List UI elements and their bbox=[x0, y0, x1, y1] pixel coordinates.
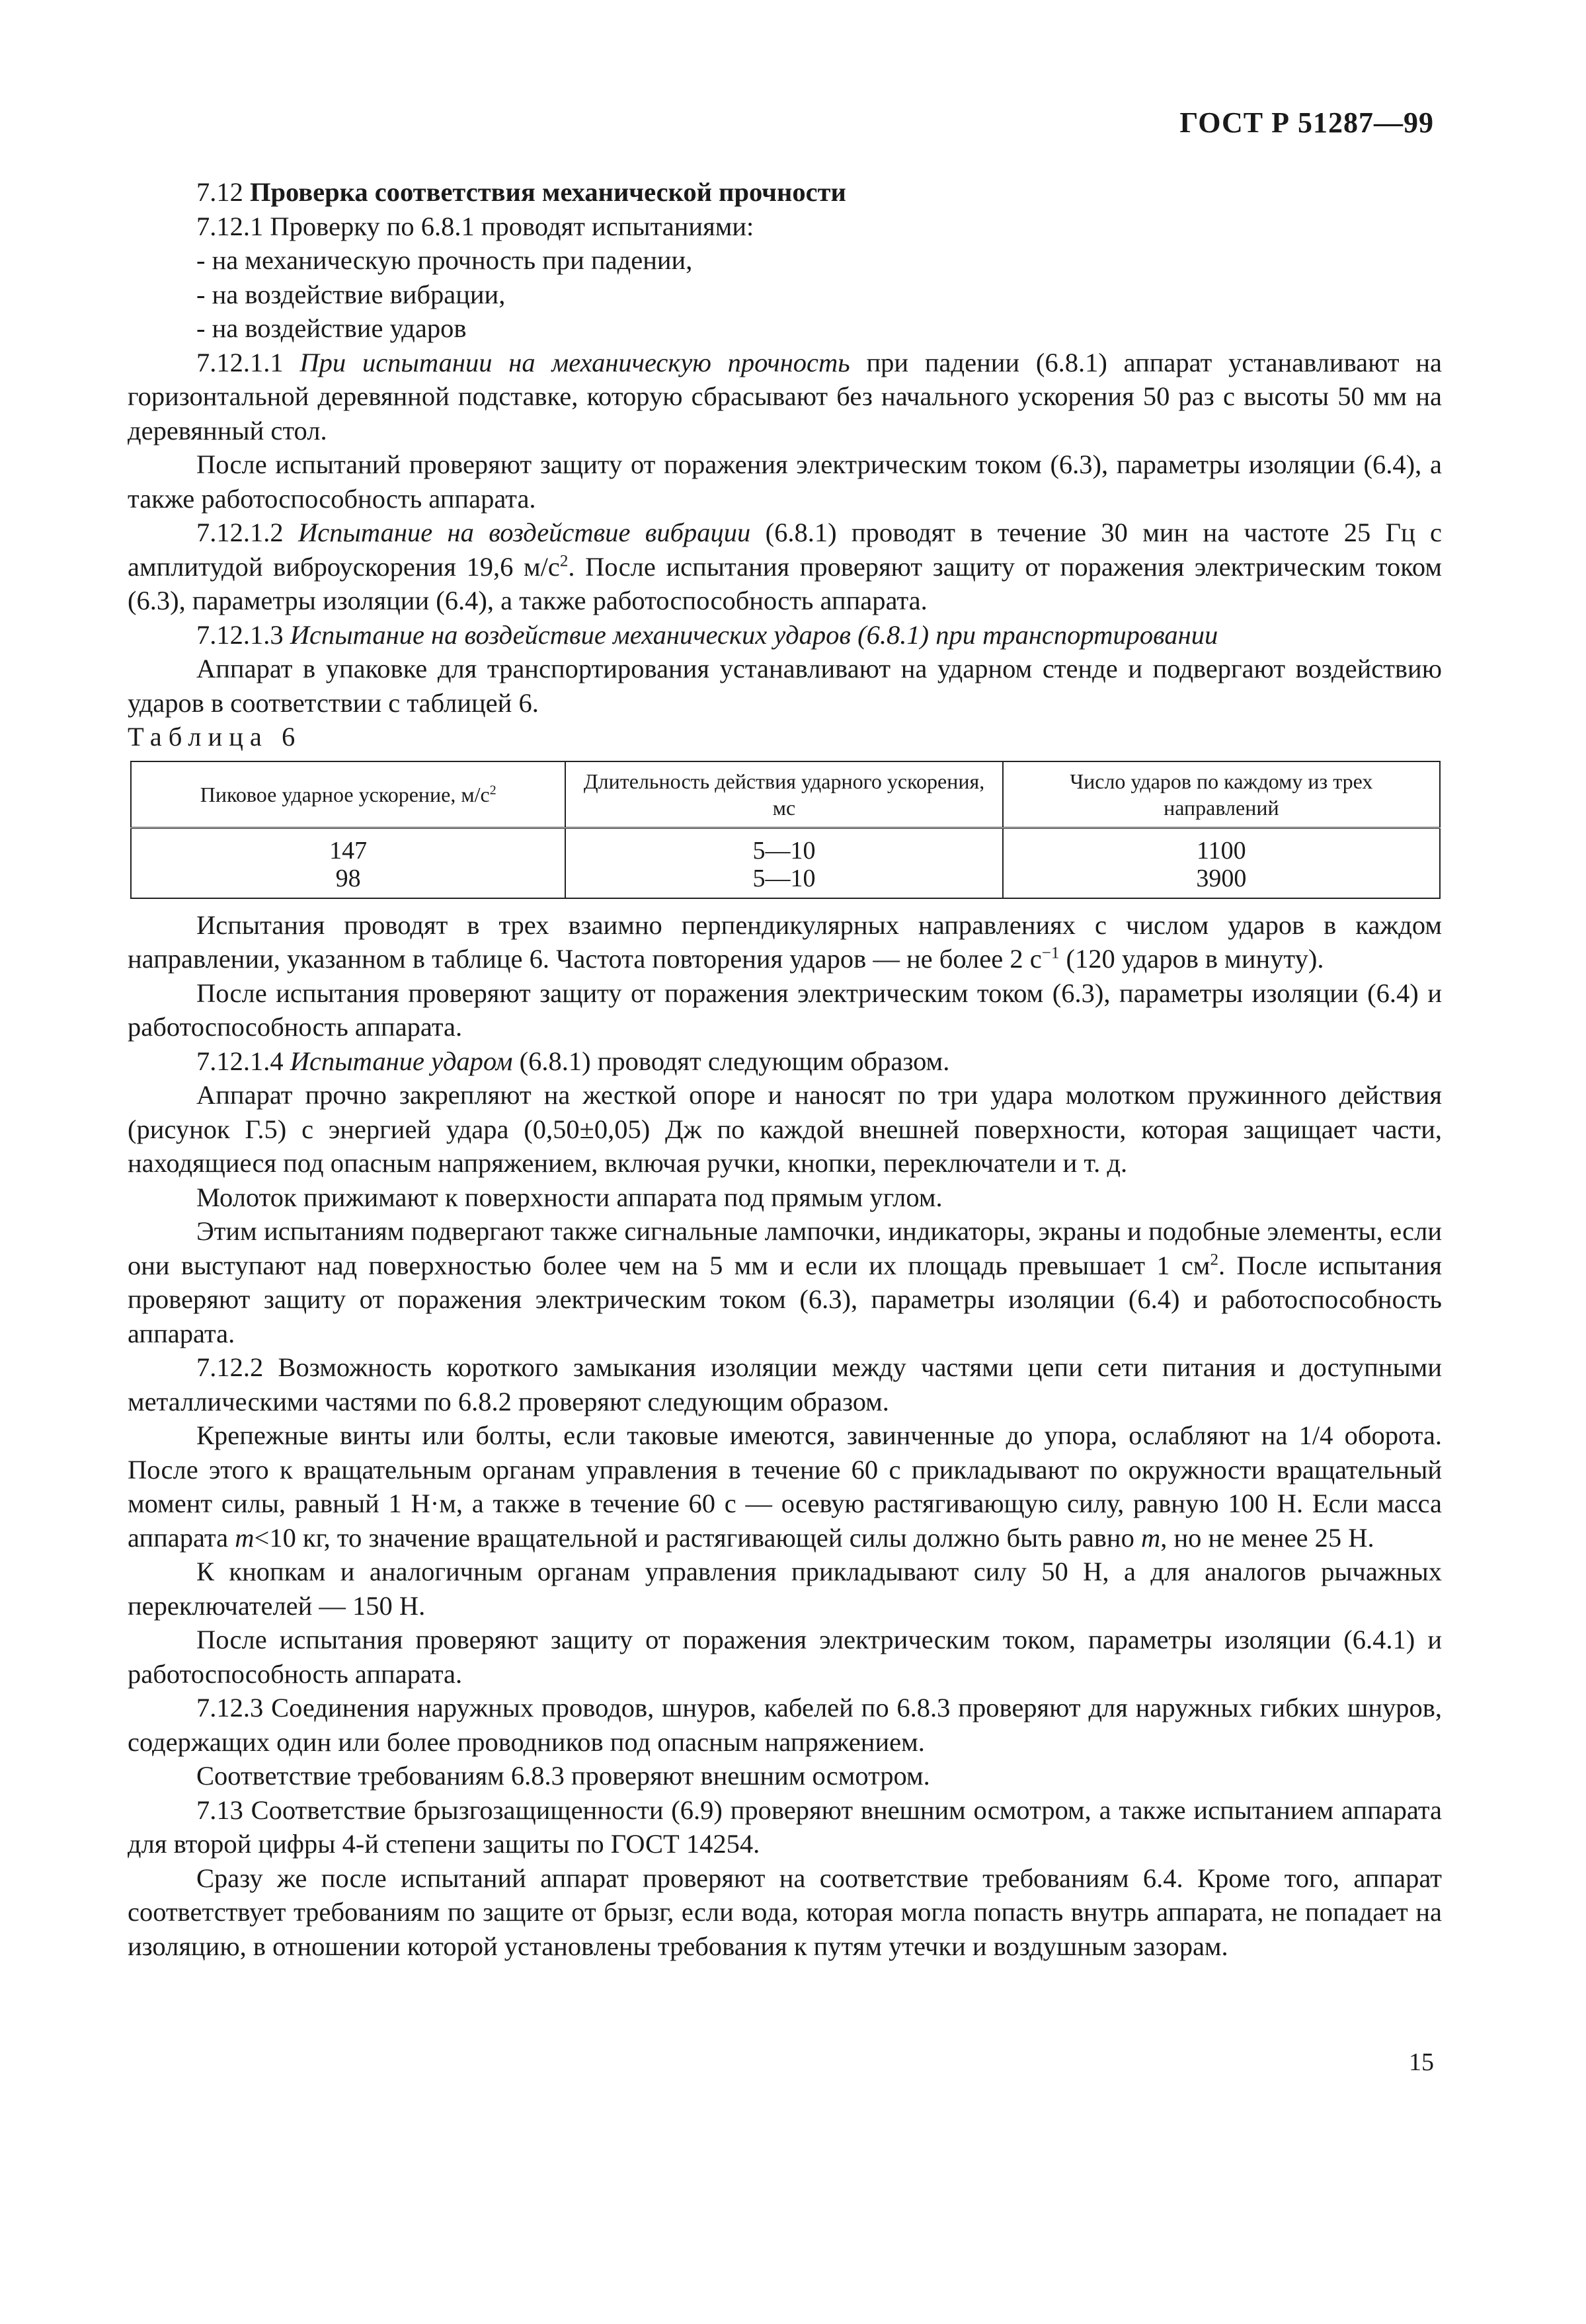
clause-number: 7.12.1.1 bbox=[196, 347, 300, 377]
table-cell: 3900 bbox=[1003, 865, 1440, 898]
table-cell: 98 bbox=[131, 865, 565, 898]
paragraph-lamps bbox=[128, 1214, 1442, 1350]
table-cell: 5—10 bbox=[565, 865, 1002, 898]
clause-title: При испытании на механическую прочность bbox=[299, 347, 850, 377]
superscript: 2 bbox=[559, 552, 569, 570]
table-header-cell: Длительность действия ударного ускорения, мс bbox=[565, 761, 1002, 828]
table-cell: 1100 bbox=[1003, 828, 1440, 865]
table-header-row bbox=[131, 761, 1440, 828]
table-header-cell: Число ударов по каждому из трех направлений bbox=[1003, 761, 1440, 828]
clause-number: 7.12.1.4 bbox=[196, 1046, 290, 1076]
clause-text: (6.8.1) проводят в течение 30 мин на частоте 25 Гц с амплитудой виброускорения 19,6 м/с bbox=[128, 518, 1442, 582]
paragraph-text: , но не менее 25 Н. bbox=[1160, 1522, 1374, 1553]
paragraph-three-directions bbox=[128, 908, 1442, 976]
table-caption: Таблица 6 bbox=[128, 722, 302, 752]
list-item: - на механическую прочность при падении, bbox=[196, 245, 693, 275]
paragraph-7-12-3-check: Соответствие требованиям 6.8.3 проверяют внешним осмотром. bbox=[196, 1761, 930, 1791]
paragraph-7-12-1-3 bbox=[128, 618, 1442, 652]
table-6 bbox=[130, 761, 1441, 899]
paragraph-7-12-1: 7.12.1 Проверку по 6.8.1 проводят испытаниями: bbox=[196, 211, 754, 241]
paragraph-7-12-1-2 bbox=[128, 516, 1442, 618]
variable-mass: m bbox=[235, 1522, 255, 1553]
paragraph-text: <10 кг, то значение вращательной и растягивающей силы должно быть равно bbox=[254, 1522, 1141, 1553]
paragraph-after-shock: После испытания проверяют защиту от поражения электрическим током (6.3), параметры изоляции (6.4) и работоспособность аппарата. bbox=[128, 978, 1442, 1042]
paragraph-text: (120 ударов в минуту). bbox=[1059, 944, 1324, 974]
paragraph-text: Крепежные винты или болты, если таковые имеются, завинченные до упора, ослабляют на 1/4 оборота. После этого к вращательным органам управления в течение 60 с прикладывают по окружности вращательный момент силы, равный 1 Н·м, а также в течение 60 с — осевую растягивающую силу, равную 100 Н. Если масса аппарата bbox=[128, 1420, 1442, 1553]
page-number: 15 bbox=[1409, 2048, 1434, 2076]
paragraph-after-drop: После испытаний проверяют защиту от поражения электрическим током (6.3), параметры изоляции (6.4), а также работоспособность аппарата. bbox=[128, 449, 1442, 514]
paragraph-7-12-1-4 bbox=[128, 1044, 1442, 1079]
paragraph-text: . После испытания проверяют защиту от поражения электрическим током (6.3), параметры изоляции (6.4) и работоспособность аппарата. bbox=[128, 1250, 1442, 1348]
section-heading-number: 7.12 bbox=[196, 177, 243, 207]
clause-title: Испытание ударом bbox=[290, 1046, 513, 1076]
clause-number: 7.12.1.2 bbox=[196, 518, 298, 547]
clause-text: при падении (6.8.1) аппарат устанавливают на горизонтальной деревянной подставке, которую сбрасывают без начального ускорения 50 раз с высоты 50 мм на деревянный стол. bbox=[128, 347, 1443, 445]
paragraph-hammer: Аппарат прочно закрепляют на жесткой опоре и наносят по три удара молотком пружинного действия (рисунок Г.5) с энергией удара (0,50±0,05) Дж по каждой внешней поверхности, которая защищает части, находящиеся под опасным напряжением, включая ручки, кнопки, переключатели и т. д. bbox=[128, 1080, 1442, 1178]
paragraph-after-7-12-2: После испытания проверяют защиту от поражения электрическим током, параметры изоляции (6.4.1) и работоспособность аппарата. bbox=[128, 1625, 1442, 1689]
section-heading bbox=[128, 175, 1442, 210]
header-text: Пиковое ударное ускорение, м/с bbox=[200, 782, 490, 806]
paragraph-screws bbox=[128, 1418, 1442, 1555]
paragraph-text: Этим испытаниям подвергают также сигнальные лампочки, индикаторы, экраны и подобные элементы, если они выступают над поверхностью более чем на 5 мм и если их площадь превышает 1 см bbox=[128, 1216, 1442, 1280]
paragraph-hammer-angle: Молоток прижимают к поверхности аппарата под прямым углом. bbox=[196, 1182, 943, 1212]
table-row bbox=[131, 865, 1440, 898]
paragraph-7-12-2: 7.12.2 Возможность короткого замыкания изоляции между частями цепи сети питания и доступными металлическими частями по 6.8.2 проверяют следующим образом. bbox=[128, 1352, 1442, 1416]
paragraph-7-13: 7.13 Соответствие брызгозащищенности (6.9) проверяют внешним осмотром, а также испытанием аппарата для второй цифры 4-й степени защиты по ГОСТ 14254. bbox=[128, 1795, 1442, 1859]
paragraph-7-12-3: 7.12.3 Соединения наружных проводов, шнуров, кабелей по 6.8.3 проверяют для наружных гибких шнуров, содержащих один или более проводников под опасным напряжением. bbox=[128, 1693, 1442, 1757]
superscript: 2 bbox=[489, 782, 496, 797]
superscript: 2 bbox=[1210, 1251, 1219, 1268]
document-code: ГОСТ Р 51287—99 bbox=[1179, 106, 1434, 139]
section-heading-title: Проверка соответствия механической прочности bbox=[250, 177, 846, 207]
table-row bbox=[131, 828, 1440, 865]
paragraph-transport: Аппарат в упаковке для транспортирования устанавливают на ударном стенде и подвергают воздействию ударов в соответствии с таблицей 6. bbox=[128, 654, 1442, 718]
paragraph-buttons: К кнопкам и аналогичным органам управления прикладывают силу 50 Н, а для аналогов рычажных переключателей — 150 Н. bbox=[128, 1557, 1442, 1621]
clause-number: 7.12.1.3 bbox=[196, 619, 290, 650]
list-item: - на воздействие вибрации, bbox=[196, 279, 506, 309]
paragraph-7-12-1-1 bbox=[128, 346, 1442, 448]
clause-title: Испытание на воздействие механических ударов (6.8.1) при транспортировании bbox=[290, 619, 1218, 650]
paragraph-text: Испытания проводят в трех взаимно перпендикулярных направлениях с числом ударов в каждом направлении, указанном в таблице 6. Частота повторения ударов — не более 2 с bbox=[128, 910, 1442, 974]
variable-mass: m bbox=[1140, 1522, 1161, 1553]
clause-text: . После испытания проверяют защиту от поражения электрическим током (6.3), параметры изоляции (6.4), а также работоспособность аппарата. bbox=[128, 551, 1442, 615]
clause-title: Испытание на воздействие вибрации bbox=[297, 518, 751, 547]
table-header-cell bbox=[131, 761, 565, 828]
paragraph-7-13-after: Сразу же после испытаний аппарат проверяют на соответствие требованиям 6.4. Кроме того, аппарат соответствует требованиям по защите от брызг, если вода, которая могла попасть внутрь аппарата, не попадает на изоляцию, в отношении которой установлены требования к путям утечки и воздушным зазорам. bbox=[128, 1863, 1442, 1961]
clause-text: (6.8.1) проводят следующим образом. bbox=[512, 1046, 950, 1076]
table-cell: 5—10 bbox=[565, 828, 1002, 865]
superscript: −1 bbox=[1041, 944, 1060, 962]
list-item: - на воздействие ударов bbox=[196, 313, 467, 343]
table-cell: 147 bbox=[131, 828, 565, 865]
page-body bbox=[128, 175, 1442, 1963]
